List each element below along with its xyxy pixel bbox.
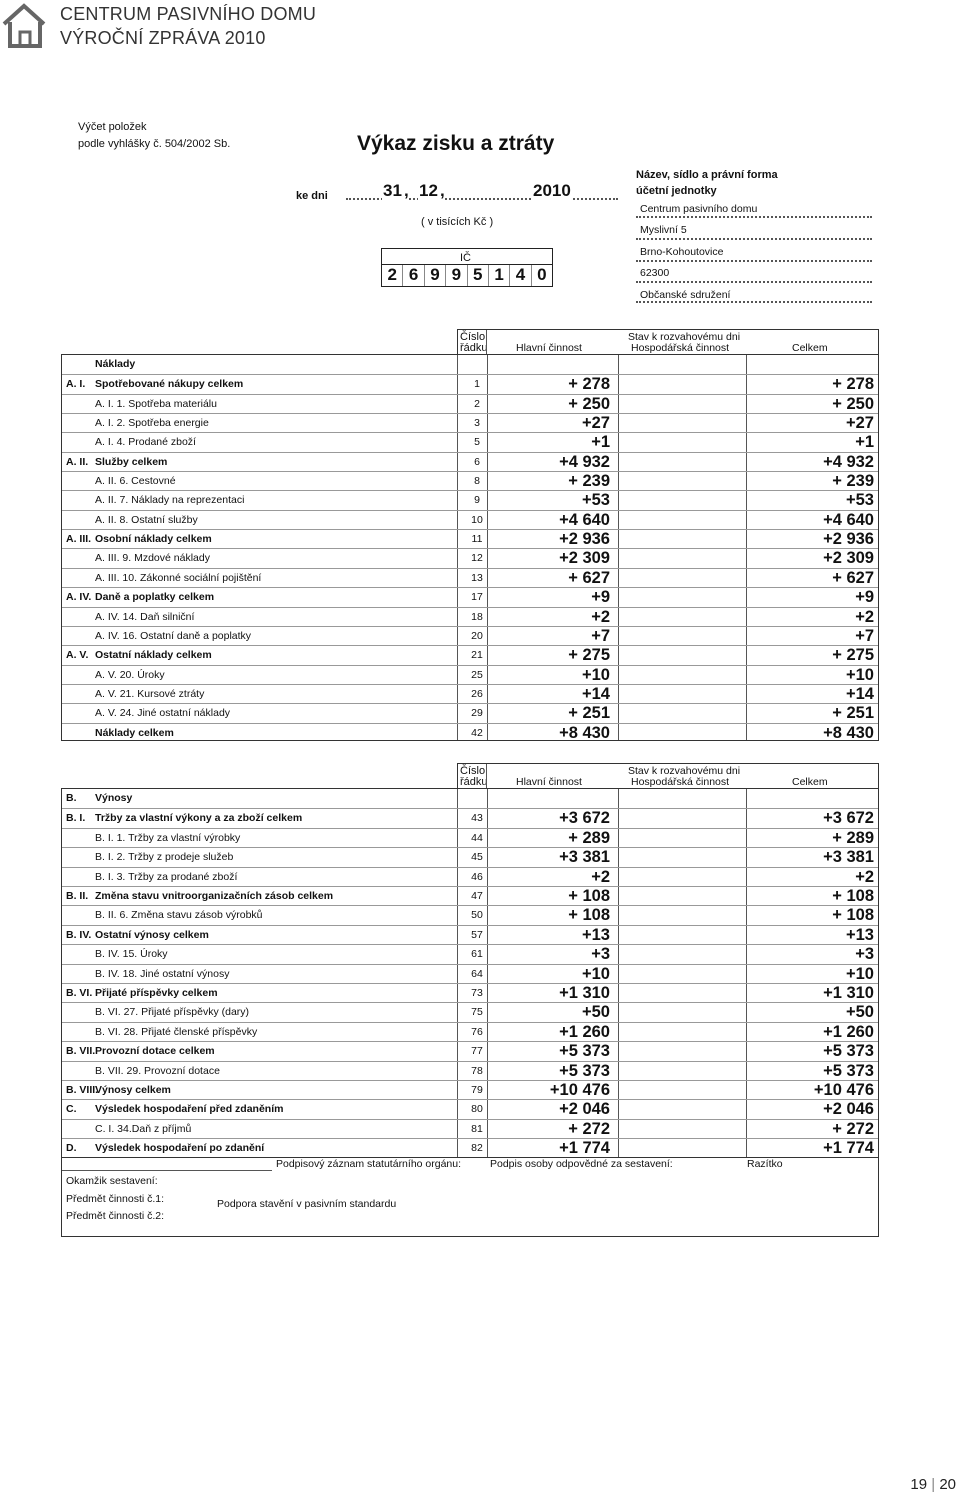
row-number: 42 xyxy=(471,726,483,739)
row-number: 50 xyxy=(471,909,483,922)
header-subtitle: VÝROČNÍ ZPRÁVA 2010 xyxy=(60,28,266,48)
row-number: 2 xyxy=(474,397,480,410)
row-no-header-1: Číslo xyxy=(460,331,486,343)
row-code: B. VI. xyxy=(66,986,93,999)
row-number: 61 xyxy=(471,948,483,961)
row-label: A. I. 4. Prodané zboží xyxy=(95,436,196,449)
row-code: A. IV. xyxy=(66,591,92,604)
row-code: C. xyxy=(66,1103,77,1116)
column-divider xyxy=(486,764,487,788)
row-number: 44 xyxy=(471,831,483,844)
revenues-row xyxy=(62,847,878,866)
stamp-label: Razítko xyxy=(747,1158,783,1170)
responsible-signature-label: Podpis osoby odpovědné za sestavení: xyxy=(490,1158,673,1170)
row-label: Služby celkem xyxy=(95,455,168,468)
entity-label-1: Název, sídlo a právní forma xyxy=(636,169,778,181)
row-label: Provozní dotace celkem xyxy=(95,1045,215,1058)
entity-form: Občanské sdružení xyxy=(640,289,731,301)
row-label: A. V. 21. Kursové ztráty xyxy=(95,687,205,700)
economic-activity-header: Hospodářská činnost xyxy=(631,342,730,354)
house-icon xyxy=(2,2,46,50)
main-activity-header: Hlavní činnost xyxy=(516,776,582,788)
total-value: + 250 xyxy=(832,394,874,413)
row-label: Daně a poplatky celkem xyxy=(95,591,215,604)
ic-digit: 0 xyxy=(537,265,547,284)
row-label: A. V. 24. Jiné ostatní náklady xyxy=(95,707,231,720)
row-label: Změna stavu vnitroorganizačních zásob celkem xyxy=(95,889,334,902)
revenues-row xyxy=(62,1022,878,1041)
main-activity-value: +2 xyxy=(591,867,610,886)
signature-block xyxy=(61,1157,879,1237)
units-label: ( v tisících Kč ) xyxy=(421,216,494,228)
divider xyxy=(62,1170,272,1171)
row-number: 3 xyxy=(474,417,480,429)
row-number: 64 xyxy=(471,967,483,980)
dotted-line xyxy=(636,238,872,240)
total-value: + 289 xyxy=(832,828,874,847)
row-label: A. II. 6. Cestovné xyxy=(95,475,176,488)
revenues-row xyxy=(62,867,878,886)
total-value: +10 xyxy=(846,665,874,684)
main-activity-value: +10 xyxy=(582,964,610,983)
legal-line-2: podle vyhlášky č. 504/2002 Sb. xyxy=(78,138,231,150)
row-number: 26 xyxy=(471,687,483,700)
entity-name: Centrum pasivního domu xyxy=(640,203,758,215)
costs-row xyxy=(62,490,878,509)
main-activity-value: +7 xyxy=(591,626,610,645)
row-number: 77 xyxy=(471,1045,483,1058)
row-label: A. III. 9. Mzdové náklady xyxy=(95,552,210,565)
costs-row xyxy=(62,471,878,490)
main-activity-value: +3 xyxy=(591,945,610,964)
main-activity-value: +3 381 xyxy=(559,848,610,867)
total-value: + 108 xyxy=(832,906,874,925)
main-activity-value: +5 373 xyxy=(559,1061,610,1080)
costs-row xyxy=(62,510,878,529)
total-value: +7 xyxy=(855,626,874,645)
row-number: 73 xyxy=(471,986,483,999)
total-value: +8 430 xyxy=(823,723,874,742)
row-number: 29 xyxy=(471,707,483,720)
ic-digit: 6 xyxy=(403,265,424,286)
revenues-row xyxy=(62,925,878,944)
row-code: B. VIII. xyxy=(66,1083,99,1096)
main-activity-header: Hlavní činnost xyxy=(516,342,582,354)
ic-digit: 5 xyxy=(468,265,489,286)
costs-row xyxy=(62,394,878,413)
main-activity-value: +27 xyxy=(582,414,610,432)
row-label: A. I. 2. Spotřeba energie xyxy=(95,417,209,429)
row-label: Výsledek hospodaření před zdaněním xyxy=(95,1103,284,1116)
costs-heading-row xyxy=(62,355,878,374)
row-no-header-2: řádku xyxy=(460,776,488,788)
row-label: A. IV. 14. Daň silniční xyxy=(95,610,195,623)
total-header: Celkem xyxy=(792,776,828,788)
main-activity-value: +13 xyxy=(582,925,610,944)
row-label: B. VI. 27. Přijaté příspěvky (dary) xyxy=(95,1006,250,1019)
total-value: +2 936 xyxy=(823,530,874,549)
row-number: 12 xyxy=(471,552,483,565)
revenues-row xyxy=(62,1041,878,1060)
row-no-header-1: Číslo xyxy=(460,765,486,777)
row-number: 47 xyxy=(471,889,483,902)
main-activity-value: + 627 xyxy=(568,568,610,587)
page-current: 19 xyxy=(910,1476,928,1493)
total-value: +2 xyxy=(855,867,874,886)
date-label: ke dni xyxy=(296,190,328,202)
row-no-header xyxy=(460,332,488,354)
row-number: 20 xyxy=(471,629,483,642)
row-number: 79 xyxy=(471,1083,483,1096)
row-label: C. I. 34.Daň z příjmů xyxy=(95,1122,192,1135)
total-value: +14 xyxy=(846,684,874,703)
total-value: +3 xyxy=(855,945,874,964)
row-label: Výsledek hospodaření po zdanění xyxy=(95,1142,265,1155)
row-number: 6 xyxy=(474,455,480,468)
costs-row xyxy=(62,432,878,451)
costs-row xyxy=(62,665,878,684)
ic-digit-box xyxy=(381,264,553,287)
row-code: A. III. xyxy=(66,533,92,546)
costs-row xyxy=(62,587,878,606)
row-number: 46 xyxy=(471,870,483,883)
total-value: +4 932 xyxy=(823,452,874,471)
row-label: A. II. 7. Náklady na reprezentaci xyxy=(95,494,245,507)
row-number: 25 xyxy=(471,668,483,681)
revenues-row xyxy=(62,983,878,1002)
main-activity-value: +14 xyxy=(582,684,610,703)
row-label: B. I. 1. Tržby za vlastní výrobky xyxy=(95,831,241,844)
total-value: +53 xyxy=(846,491,874,510)
main-activity-value: +4 640 xyxy=(559,510,610,529)
main-activity-value: + 250 xyxy=(568,394,610,413)
main-activity-value: +2 046 xyxy=(559,1100,610,1119)
moment-label: Okamžik sestavení: xyxy=(66,1175,158,1187)
revenues-heading-code: B. xyxy=(66,792,77,804)
costs-row xyxy=(62,529,878,548)
total-value: +1 774 xyxy=(823,1139,874,1158)
costs-row xyxy=(62,607,878,626)
total-value: +4 640 xyxy=(823,510,874,529)
row-number: 75 xyxy=(471,1006,483,1019)
revenues-heading-row xyxy=(62,789,878,808)
row-label: Osobní náklady celkem xyxy=(95,533,212,546)
row-number: 17 xyxy=(471,591,483,604)
main-activity-value: +4 932 xyxy=(559,452,610,471)
costs-row xyxy=(62,452,878,471)
row-label: B. I. 3. Tržby za prodané zboží xyxy=(95,870,238,883)
total-value: +50 xyxy=(846,1003,874,1022)
row-number: 45 xyxy=(471,851,483,864)
costs-row xyxy=(62,645,878,664)
total-value: + 278 xyxy=(832,375,874,394)
row-code: A. V. xyxy=(66,649,89,662)
ic-digit: 4 xyxy=(510,265,531,286)
page-total: 20 xyxy=(939,1476,956,1493)
entity-street: Myslivní 5 xyxy=(640,224,687,236)
row-label: A. II. 8. Ostatní služby xyxy=(95,513,198,526)
ic-label: IČ xyxy=(460,252,471,264)
row-number: 18 xyxy=(471,610,483,623)
main-activity-value: +50 xyxy=(582,1003,610,1022)
main-activity-value: + 289 xyxy=(568,828,610,847)
total-value: + 627 xyxy=(832,568,874,587)
date-day: 31 xyxy=(383,181,402,200)
dotted-line xyxy=(636,260,872,262)
total-value: + 251 xyxy=(832,704,874,723)
revenues-heading: Výnosy xyxy=(95,792,133,804)
row-number: 11 xyxy=(471,533,483,546)
row-no-header xyxy=(460,766,488,788)
row-number: 81 xyxy=(471,1122,483,1135)
row-label: Ostatní náklady celkem xyxy=(95,649,212,662)
entity-label-2: účetní jednotky xyxy=(636,185,717,197)
main-activity-value: +9 xyxy=(591,588,610,607)
row-number: 8 xyxy=(474,475,480,488)
costs-row xyxy=(62,626,878,645)
row-number: 9 xyxy=(474,494,480,507)
row-code: A. II. xyxy=(66,455,89,468)
total-value: +2 xyxy=(855,607,874,626)
main-activity-value: +1 xyxy=(591,433,610,452)
dotted-line xyxy=(636,281,872,283)
total-value: +9 xyxy=(855,588,874,607)
main-activity-value: +10 xyxy=(582,665,610,684)
activity-value: Podpora stavění v pasivním standardu xyxy=(217,1198,397,1210)
total-value: +10 xyxy=(846,964,874,983)
activity2-label: Předmět činnosti č.2: xyxy=(66,1210,165,1222)
main-activity-value: + 272 xyxy=(568,1119,610,1138)
revenues-row xyxy=(62,1119,878,1138)
costs-row xyxy=(62,568,878,587)
row-number: 21 xyxy=(471,649,483,662)
row-number: 82 xyxy=(471,1142,483,1155)
row-label: Výnosy celkem xyxy=(95,1083,171,1096)
ic-digit: 1 xyxy=(489,265,510,286)
revenues-table xyxy=(61,788,879,1158)
main-activity-value: + 108 xyxy=(568,906,610,925)
column-divider xyxy=(486,330,487,354)
main-activity-value: +2 936 xyxy=(559,530,610,549)
economic-activity-header: Hospodářská činnost xyxy=(631,776,730,788)
row-code: D. xyxy=(66,1142,77,1155)
date-separator-2: , xyxy=(440,181,445,200)
total-value: +1 xyxy=(855,433,874,452)
row-label: A. III. 10. Zákonné sociální pojištění xyxy=(95,571,262,584)
statutory-signature-label: Podpisový záznam statutárního orgánu: xyxy=(276,1158,462,1170)
main-activity-value: + 278 xyxy=(568,375,610,394)
row-label: B. VI. 28. Přijaté členské příspěvky xyxy=(95,1025,258,1038)
main-activity-value: +1 310 xyxy=(559,983,610,1002)
row-label: A. V. 20. Úroky xyxy=(95,668,165,681)
row-label: A. IV. 16. Ostatní daně a poplatky xyxy=(95,629,252,642)
row-code: B. I. xyxy=(66,812,86,825)
row-label: Náklady celkem xyxy=(95,726,174,739)
revenues-row xyxy=(62,1061,878,1080)
row-label: B. IV. 15. Úroky xyxy=(95,948,168,961)
row-label: B. II. 6. Změna stavu zásob výrobků xyxy=(95,909,263,922)
row-number: 13 xyxy=(471,571,483,584)
total-header: Celkem xyxy=(792,342,828,354)
total-value: +3 381 xyxy=(823,848,874,867)
total-value: + 272 xyxy=(832,1119,874,1138)
main-activity-value: +2 309 xyxy=(559,549,610,568)
costs-row xyxy=(62,374,878,393)
revenues-row xyxy=(62,808,878,827)
entity-city: Brno-Kohoutovice xyxy=(640,246,724,258)
main-activity-value: +3 672 xyxy=(559,809,610,828)
revenues-row xyxy=(62,964,878,983)
costs-heading: Náklady xyxy=(95,358,136,370)
ic-digit: 2 xyxy=(382,265,403,286)
state-header: Stav k rozvahovému dni xyxy=(628,765,741,777)
revenues-row xyxy=(62,944,878,963)
main-activity-value: +5 373 xyxy=(559,1042,610,1061)
main-activity-value: + 108 xyxy=(568,886,610,905)
row-label: Ostatní výnosy celkem xyxy=(95,928,209,941)
total-value: +2 309 xyxy=(823,549,874,568)
costs-row xyxy=(62,684,878,703)
total-value: +1 260 xyxy=(823,1022,874,1041)
row-code: B. II. xyxy=(66,889,89,902)
total-value: +10 476 xyxy=(813,1080,874,1099)
total-value: +13 xyxy=(846,925,874,944)
row-label: B. I. 2. Tržby z prodeje služeb xyxy=(95,851,234,864)
dotted-line xyxy=(636,216,872,218)
total-value: + 239 xyxy=(832,472,874,491)
form-title: Výkaz zisku a ztráty xyxy=(357,132,555,155)
main-activity-value: +1 260 xyxy=(559,1022,610,1041)
state-header: Stav k rozvahovému dni xyxy=(628,331,741,343)
main-activity-value: +1 774 xyxy=(559,1139,610,1158)
costs-table xyxy=(61,354,879,741)
costs-row xyxy=(62,723,878,742)
row-label: A. I. 1. Spotřeba materiálu xyxy=(95,397,217,410)
revenues-row xyxy=(62,1138,878,1157)
entity-zip: 62300 xyxy=(640,267,670,279)
row-label: Spotřebované nákupy celkem xyxy=(95,378,244,391)
row-label: Tržby za vlastní výkony a za zboží celkem xyxy=(95,812,303,825)
row-label: B. IV. 18. Jiné ostatní výnosy xyxy=(95,967,230,980)
total-value: +3 672 xyxy=(823,809,874,828)
main-activity-value: + 251 xyxy=(568,704,610,723)
row-number: 10 xyxy=(471,513,483,526)
date-separator-1: , xyxy=(404,181,409,200)
page-number xyxy=(910,1476,956,1493)
main-activity-value: +10 476 xyxy=(549,1080,610,1099)
row-number: 57 xyxy=(471,928,483,941)
dotted-line xyxy=(636,301,872,303)
row-code: B. IV. xyxy=(66,928,92,941)
main-activity-value: +8 430 xyxy=(559,723,610,742)
main-activity-value: +2 xyxy=(591,607,610,626)
row-number: 76 xyxy=(471,1025,483,1038)
total-value: + 108 xyxy=(832,886,874,905)
costs-column-header xyxy=(457,329,879,354)
main-activity-value: +53 xyxy=(582,491,610,510)
row-label: B. VII. 29. Provozní dotace xyxy=(95,1064,220,1077)
revenues-row xyxy=(62,886,878,905)
row-number: 1 xyxy=(474,378,480,391)
row-number: 78 xyxy=(471,1064,483,1077)
total-value: +5 373 xyxy=(823,1061,874,1080)
row-no-header-2: řádku xyxy=(460,342,488,354)
row-code: B. VII. xyxy=(66,1045,96,1058)
header-title: CENTRUM PASIVNÍHO DOMU xyxy=(60,4,317,24)
main-activity-value: + 275 xyxy=(568,646,610,665)
row-number: 5 xyxy=(474,436,480,449)
revenues-row xyxy=(62,1099,878,1118)
revenues-row xyxy=(62,828,878,847)
row-label: Přijaté příspěvky celkem xyxy=(95,986,218,999)
total-value: + 275 xyxy=(832,646,874,665)
costs-row xyxy=(62,413,878,432)
revenues-row xyxy=(62,905,878,924)
costs-row xyxy=(62,703,878,722)
main-activity-value: + 239 xyxy=(568,472,610,491)
revenues-row xyxy=(62,1080,878,1099)
revenues-row xyxy=(62,1002,878,1021)
ic-digit: 9 xyxy=(446,265,467,286)
total-value: +5 373 xyxy=(823,1042,874,1061)
total-value: +1 310 xyxy=(823,983,874,1002)
row-code: A. I. xyxy=(66,378,86,391)
row-number: 80 xyxy=(471,1103,483,1116)
total-value: +2 046 xyxy=(823,1100,874,1119)
legal-line-1: Výčet položek xyxy=(78,121,147,133)
costs-row xyxy=(62,548,878,567)
revenues-column-header xyxy=(457,763,879,788)
activity1-label: Předmět činnosti č.1: xyxy=(66,1193,165,1205)
row-number: 43 xyxy=(471,812,483,825)
total-value: +27 xyxy=(846,414,874,432)
page-separator: | xyxy=(931,1476,940,1493)
date-month: 12 xyxy=(419,181,438,200)
ic-digit: 9 xyxy=(425,265,446,286)
date-year: 2010 xyxy=(533,181,571,200)
